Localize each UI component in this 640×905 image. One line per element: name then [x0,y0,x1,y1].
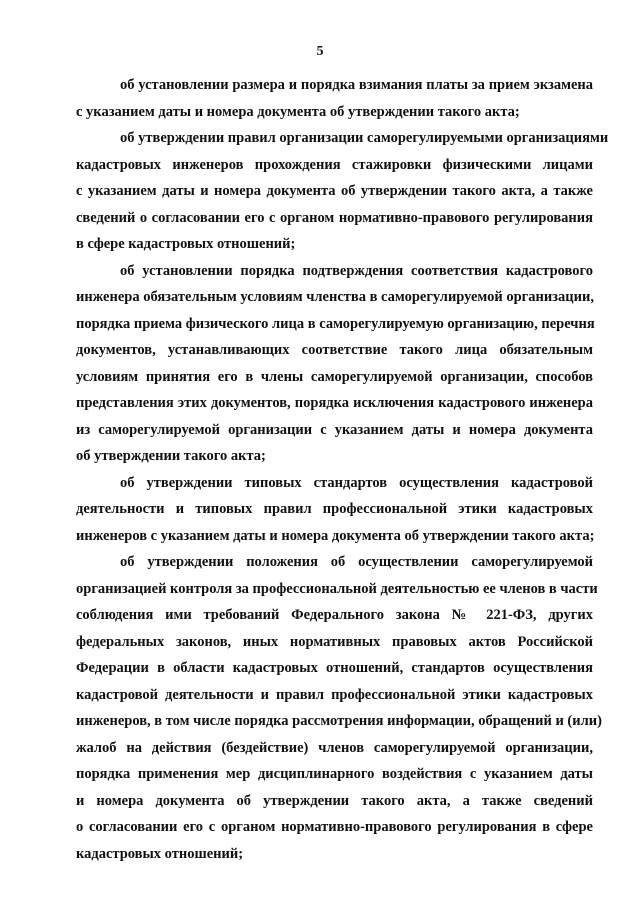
text-line: документов, устанавливающих соответствие такого лица обязательным [76,342,593,358]
text-line: об утверждении типовых стандартов осуществления кадастровой [120,474,593,491]
text-line: Федерации в области кадастровых отношений, стандартов осуществления [76,660,593,676]
paragraph-exam-fee [76,72,593,125]
text-line: кадастровых инженеров прохождения стажировки физическими лицами [76,156,593,173]
text-line: представления этих документов, порядка исключения кадастрового инженера [76,395,593,411]
text-line: кадастровой деятельности и правил профессиональной этики кадастровых [76,686,593,703]
text-line: о согласовании его с органом нормативно-правового регулирования в сфере [76,819,593,835]
text-line: в сфере кадастровых отношений; [76,236,296,252]
text-line: условиям принятия его в члены саморегулируемой организации, способов [76,368,593,385]
paragraph-standards-ethics [76,470,593,550]
text-line: жалоб на действия (бездействие) членов саморегулируемой организации, [76,739,593,756]
text-line: федеральных законов, иных нормативных правовых актов Российской [76,633,593,650]
page-number: 5 [316,44,324,59]
text-line: об утверждении правил организации саморегулируемыми организациями [120,130,609,146]
text-line: инженера обязательным условиям членства в саморегулируемой организации, [76,289,594,305]
text-line: инженеров с указанием даты и номера документа об утверждении такого акта; [76,527,595,544]
text-line: порядка применения мер дисциплинарного воздействия с указанием даты [76,766,593,782]
text-line: порядка приема физического лица в саморегулируемую организацию, перечня [76,315,595,332]
text-line: об утверждении положения об осуществлении саморегулируемой [120,554,593,570]
text-line: соблюдения ими требований Федерального закона № 221-ФЗ, других [76,607,593,623]
text-line: деятельности и типовых правил профессиональной этики кадастровых [76,501,593,517]
text-line: с указанием даты и номера документа об утверждении такого акта; [76,103,520,120]
paragraph-internship-rules [76,125,609,258]
text-line: об утверждении такого акта; [76,448,266,464]
paragraph-control-regulation [76,549,602,867]
text-line: организацией контроля за профессиональной деятельностью ее членов в части [76,580,598,597]
text-line: инженеров, в том числе порядка рассмотрения информации, обращений и (или) [76,713,602,729]
text-line: об установлении порядка подтверждения соответствия кадастрового [120,262,593,279]
text-line: сведений о согласовании его с органом нормативно-правового регулирования [76,209,593,226]
paragraph-membership-procedure [76,258,593,470]
text-line: и номера документа об утверждении такого акта, а также сведений [76,792,593,809]
text-line: кадастровых отношений; [76,845,244,862]
text-line: из саморегулируемой организации с указанием даты и номера документа [76,421,593,438]
text-line: с указанием даты и номера документа об утверждении такого акта, а также [76,183,593,199]
text-line: об установлении размера и порядка взимания платы за прием экзамена [120,77,593,93]
document-body [76,72,609,867]
